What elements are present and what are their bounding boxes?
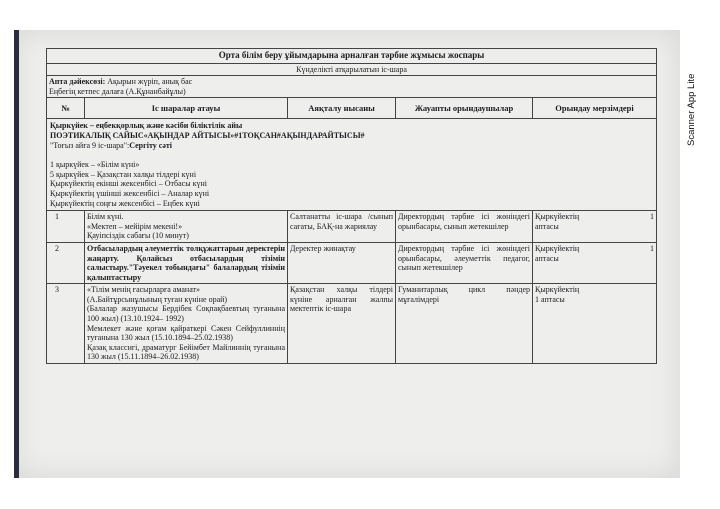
row-form: Қазақстан халқы тілдері күніне арналған жалпы мектептік іс-шара	[288, 284, 396, 364]
row-num: 3	[47, 284, 85, 364]
page-shadow-edge	[14, 30, 19, 478]
month-intro	[47, 119, 657, 211]
event-line: (Балалар жазушысы Бердібек Соқпақбаевтың туғанына 100 жыл) (13.10.1924– 1992)	[87, 304, 285, 324]
row-num: 1	[47, 211, 85, 243]
event-line: Қауіпсіздік сабағы (10 минут)	[87, 231, 189, 241]
project-title: ПОЭТИКАЛЫҚ САЙЫС«АҚЫНДАР АЙТЫСЫ»#1ТОҚСАН#АҚЫНДАРАЙТЫСЫ#	[50, 130, 365, 140]
week-quote-text: Ақырын жүріп, анық бас	[105, 77, 193, 87]
header-event: Іс шаралар атауы	[85, 98, 288, 119]
row-event	[85, 284, 288, 364]
event-line: «Тілім менің ғасырларға аманат»	[87, 285, 201, 295]
deadline-tail: аптасы	[541, 294, 565, 304]
deadline-word: Қыркүйектің	[535, 243, 580, 253]
day-item: 1 қыркүйек – «Білім күні»	[50, 160, 140, 170]
deadline-word: Қыркүйектің	[535, 285, 580, 295]
row-responsible: Директордың тәрбие ісі жөніндегі орынбасары, сынып жетекшілер	[396, 211, 533, 243]
month-theme: Қыркүйек – еңбекқорлық және кәсіби біліктілік айы	[50, 121, 243, 131]
row-deadline	[533, 242, 657, 283]
deadline-num: 1	[535, 294, 539, 304]
plan-table	[46, 48, 657, 364]
row-num: 2	[47, 242, 85, 283]
event-line: Қазақ классигі, драматург Бейімбет Майлиннің туғанына 130 жыл (15.11.1894–26.02.1938)	[87, 342, 285, 362]
deadline-num-tail	[535, 295, 654, 305]
header-deadline: Орындау мерзімдері	[533, 98, 657, 119]
header-form: Аяқталу нысаны	[288, 98, 396, 119]
header-responsible: Жауапты орындаушылар	[396, 98, 533, 119]
table-row	[47, 242, 657, 283]
event-line: (А.Байтұрсынұлының туған күніне орай)	[87, 294, 228, 304]
nine-events-prefix: "Тоғыз айға 9 іс-шара":	[50, 140, 130, 150]
table-row	[47, 284, 657, 364]
deadline-word: Қыркүйектің	[535, 212, 580, 222]
deadline-num: 1	[650, 212, 655, 222]
day-item: Қыркүйектің екінші жексенбісі – Отбасы күні	[50, 179, 207, 189]
deadline-tail: аптасы	[535, 221, 559, 231]
event-line: «Мектеп – мейірім мекені!»	[87, 221, 183, 231]
document-subtitle: Күнделікті атқарылатын іс-шара	[47, 63, 657, 76]
row-responsible: Директордың тәрбие ісі жөніндегі орынбасары, әлеуметтік педагог, сынып жетекшілер	[396, 242, 533, 283]
row-form: Салтанатты іс-шара /сынып сағаты, БАҚ-на жариялау	[288, 211, 396, 243]
table-header-row	[47, 98, 657, 119]
deadline-tail: аптасы	[535, 253, 559, 263]
week-quote	[47, 76, 657, 98]
deadline-num: 1	[650, 243, 655, 253]
table-row	[47, 211, 657, 243]
plan-document	[46, 48, 656, 462]
event-line: Білім күні.	[87, 212, 124, 222]
row-deadline	[533, 284, 657, 364]
day-item: Қыркүйектің соңғы жексенбісі – Еңбек күні	[50, 198, 200, 208]
nine-events-bold: Сергіту сәті	[129, 140, 173, 150]
row-deadline	[533, 211, 657, 243]
nine-events-line	[50, 141, 653, 151]
row-responsible: Гуманитарлық цикл пәндер мұғалімдері	[396, 284, 533, 364]
header-num: №	[47, 98, 85, 119]
event-line: Мемлекет және қоғам қайраткері Сәкен Сейфуллиннің туғанына 130 жыл (15.10.1894–25.02.1938)	[87, 323, 285, 343]
scanner-app-label: Scanner App Lite	[686, 73, 697, 147]
week-quote-author: Еңбегің кетпес далаға (А.Құнанбайұлы)	[49, 86, 186, 96]
row-event: Отбасылардың әлеуметтік толқұжаттарын деректерін жаңарту. Қолайсыз отбасылардың тізімін салыстыру."Тәуекел тобындағы" балалардың тізімін қалыптастыру	[85, 242, 288, 283]
row-form: Деректер жинақтау	[288, 242, 396, 283]
day-item: 5 қыркүйек – Қазақстан халқы тілдері күні	[50, 169, 197, 179]
document-title: Орта білім беру ұйымдарына арналған тәрбие жұмысы жоспары	[47, 49, 657, 64]
row-event	[85, 211, 288, 243]
week-quote-label: Апта дәйексөзі:	[49, 77, 106, 87]
day-item: Қыркүйектің үшінші жексенбісі – Аналар күні	[50, 188, 210, 198]
